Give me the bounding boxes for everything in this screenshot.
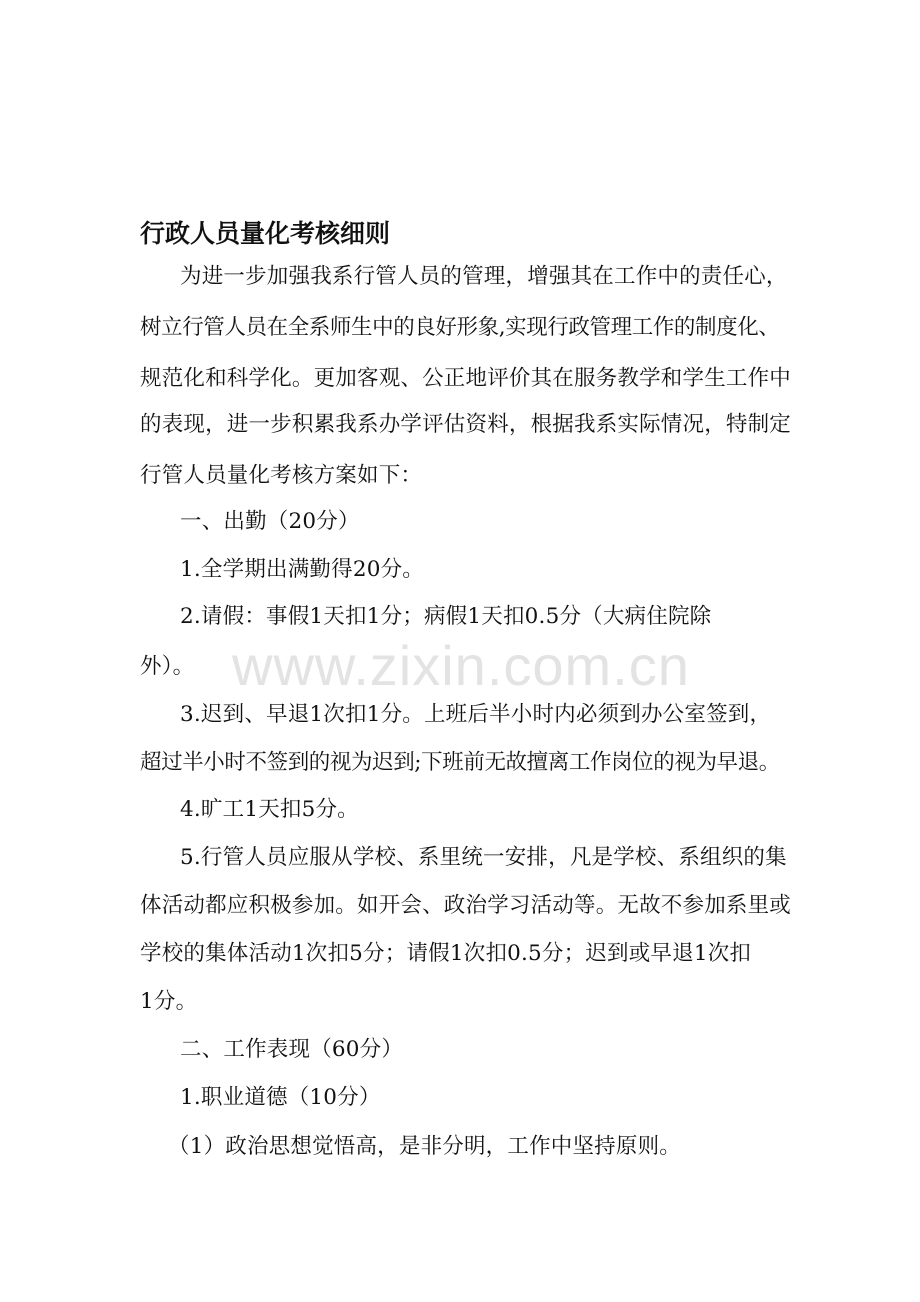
paragraph-line: 行管人员量化考核方案如下：: [140, 463, 423, 488]
list-item: （1）政治思想觉悟高，是非分明，工作中坚持原则。: [168, 1134, 681, 1159]
list-item: 4.旷工1天扣5分。: [180, 797, 359, 822]
paragraph-line: 树立行管人员在全系师生中的良好形象,实现行政管理工作的制度化、: [140, 315, 780, 340]
list-item: 1.全学期出满勤得20分。: [180, 557, 424, 582]
subsection-heading: 1.职业道德（10分）: [180, 1085, 381, 1110]
list-item-continued: 体活动都应积极参加。如开会、政治学习活动等。无故不参加系里或: [140, 893, 792, 918]
paragraph-line: 规范化和科学化。更加客观、公正地评价其在服务教学和学生工作中: [140, 366, 792, 391]
paragraph-line: 的表现，进一步积累我系办学评估资料，根据我系实际情况，特制定: [140, 412, 792, 437]
list-item: 2.请假：事假1天扣1分；病假1天扣0.5分（大病住院除: [180, 604, 712, 629]
watermark: www.zixin.com.cn: [232, 634, 690, 697]
section-heading: 二、工作表现（60分）: [180, 1037, 404, 1062]
list-item-continued: 1分。: [140, 989, 198, 1014]
section-heading: 一、出勤（20分）: [180, 509, 360, 534]
paragraph-line: 为进一步加强我系行管人员的管理，增强其在工作中的责任心，: [180, 264, 788, 289]
list-item: 5.行管人员应服从学校、系里统一安排，凡是学校、系组织的集: [180, 845, 787, 870]
list-item-continued: 学校的集体活动1次扣5分；请假1次扣0.5分；迟到或早退1次扣: [140, 941, 752, 966]
list-item-continued: 外）。: [140, 654, 195, 679]
list-item: 3.迟到、早退1次扣1分。上班后半小时内必须到办公室签到，: [180, 702, 772, 727]
document-title: 行政人员量化考核细则: [140, 219, 391, 248]
list-item-continued: 超过半小时不签到的视为迟到;下班前无故擅离工作岗位的视为早退。: [140, 750, 780, 775]
